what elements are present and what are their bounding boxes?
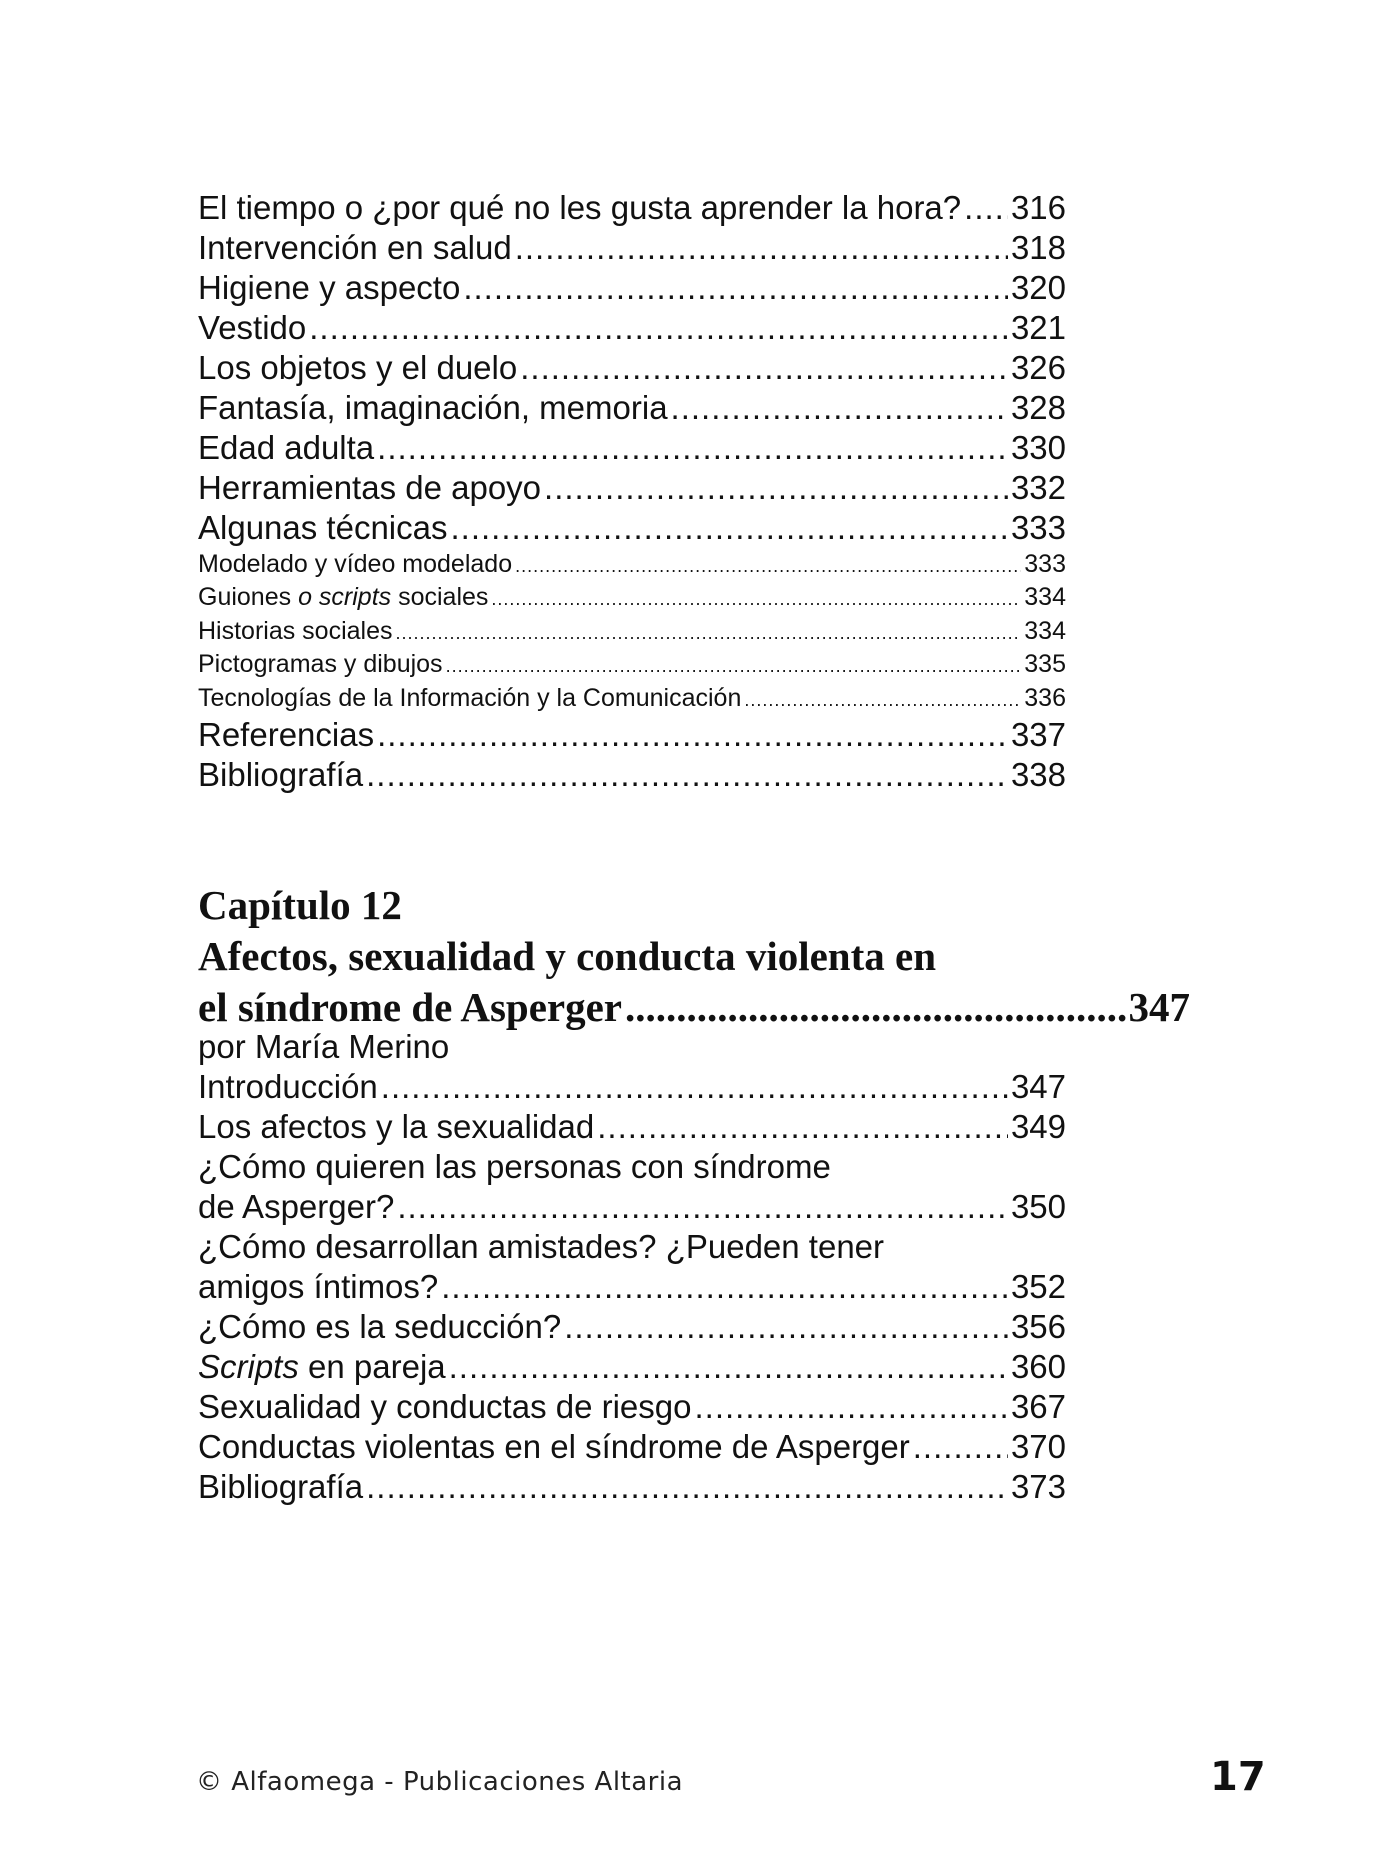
leader-dots [695,1387,1008,1427]
toc-entry-line1: ¿Cómo quieren las personas con síndrome [198,1148,831,1185]
toc-entry: Conductas violentas en el síndrome de Asperger ..... 370 [198,1427,1066,1467]
leader-dots [381,1067,1008,1107]
toc-subentry: Tecnologías de la Información y la Comunicación ..... 336 [198,682,1066,715]
toc-entry: El tiempo o ¿por qué no les gusta aprender la hora? ..... 316 [198,188,1066,228]
toc-entry: Los afectos y la sexualidad ..... 349 [198,1107,1066,1147]
leader-dots [309,308,1008,348]
leader-dots [366,755,1008,795]
leader-dots [744,684,1021,717]
leader-dots [446,650,1022,683]
chapter-heading [198,880,1190,1033]
leader-dots [366,1467,1008,1507]
toc-entry: Los objetos y el duelo ..... 326 [198,348,1066,388]
leader-dots [671,388,1008,428]
chapter-toc-list [198,1027,1066,1507]
toc-entry: Vestido ..... 321 [198,308,1066,348]
leader-dots [544,468,1008,508]
chapter-number: Capítulo 12 [198,882,402,928]
chapter-title-line1: Afectos, sexualidad y conducta violenta en [198,933,936,979]
leader-dots [377,715,1008,755]
leader-dots [597,1107,1008,1147]
toc-entry-line1: ¿Cómo desarrollan amistades? ¿Pueden tener [198,1228,885,1265]
leader-dots [377,428,1008,468]
leader-dots [463,268,1008,308]
toc-entry: Herramientas de apoyo ..... 332 [198,468,1066,508]
toc-section-list [198,188,1066,795]
leader-dots [520,348,1008,388]
leader-dots [515,228,1008,268]
leader-dots [450,508,1007,548]
toc-entry: amigos íntimos? ..... 352 [198,1267,1066,1307]
toc-subentry: Modelado y vídeo modelado ..... 333 [198,548,1066,581]
chapter-author: por María Merino [198,1028,450,1065]
toc-entry: ¿Cómo es la seducción? ..... 356 [198,1307,1066,1347]
toc-entry: Algunas técnicas ..... 333 [198,508,1066,548]
chapter-title-line2: el síndrome de Asperger ..... 347 [198,982,1190,1033]
leader-dots [491,583,1021,616]
toc-entry: Bibliografía ..... 338 [198,755,1066,795]
toc-entry: Scripts en pareja ..... 360 [198,1347,1066,1387]
toc-entry: Intervención en salud ..... 318 [198,228,1066,268]
toc-subentry: Guiones o scripts sociales ..... 334 [198,581,1066,614]
toc-entry: de Asperger? ..... 350 [198,1187,1066,1227]
toc-subentry: Pictogramas y dibujos ..... 335 [198,648,1066,681]
toc-entry: Fantasía, imaginación, memoria ..... 328 [198,388,1066,428]
page-number: 17 [1210,1754,1266,1800]
leader-dots [564,1307,1008,1347]
toc-entry: Edad adulta ..... 330 [198,428,1066,468]
leader-dots [397,1187,1008,1227]
toc-entry: Introducción ..... 347 [198,1067,1066,1107]
toc-entry: Bibliografía ..... 373 [198,1467,1066,1507]
toc-entry: Sexualidad y conductas de riesgo ..... 367 [198,1387,1066,1427]
toc-entry: Higiene y aspecto ..... 320 [198,268,1066,308]
leader-dots [913,1427,1008,1467]
leader-dots [449,1347,1008,1387]
leader-dots [441,1267,1008,1307]
toc-entry: Referencias ..... 337 [198,715,1066,755]
toc-subentry: Historias sociales ..... 334 [198,615,1066,648]
footer-publisher: © Alfaomega - Publicaciones Altaria [196,1767,684,1797]
leader-dots [964,188,1008,228]
leader-dots [515,550,1021,583]
leader-dots [625,982,1126,1033]
leader-dots [396,617,1022,650]
